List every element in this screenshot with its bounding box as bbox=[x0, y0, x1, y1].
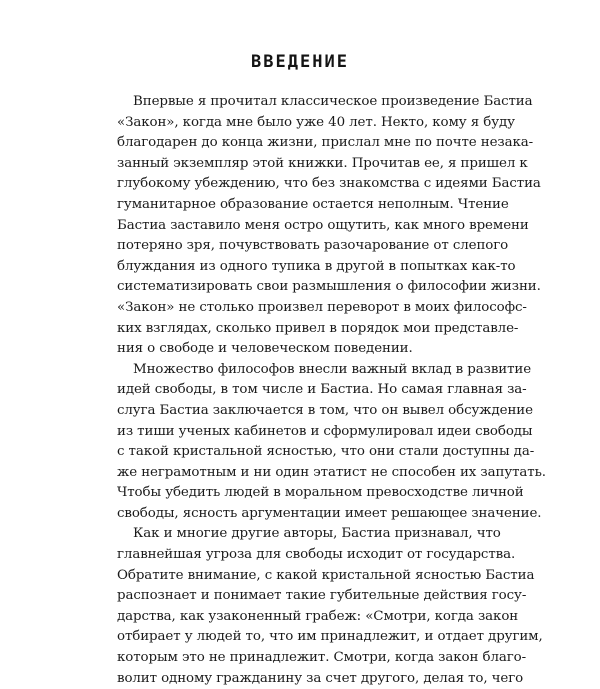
text-line: систематизировать свои размышления о философии жизни. bbox=[117, 279, 541, 295]
text-line: «Закон», когда мне было уже 40 лет. Некто, кому я буду bbox=[117, 114, 515, 130]
text-line: потеряно зря, почувствовать разочарование от слепого bbox=[117, 238, 509, 254]
text-line: из тиши ученых кабинетов и сформулировал идеи свободы bbox=[117, 423, 533, 439]
text-line: дарства, как узаконенный грабеж: «Смотри, когда закон bbox=[117, 608, 519, 624]
text-line: Впервые я прочитал классическое произведение Бастиа bbox=[133, 94, 533, 109]
text-line: волит одному гражданину за счет другого, делая то, чего bbox=[117, 670, 524, 686]
text-line: свободы, ясность аргументации имеет решающее значение. bbox=[117, 505, 542, 521]
text-line: ния о свободе и человеческом поведении. bbox=[117, 341, 413, 357]
text-line: с такой кристальной ясностью, что они стали доступны да- bbox=[117, 444, 535, 460]
text-line: идей свободы, в том числе и Бастиа. Но самая главная за- bbox=[117, 382, 527, 398]
text-line: главнейшая угроза для свободы исходит от государства. bbox=[117, 547, 516, 563]
text-line: же неграмотным и ни один этатист не способен их запутать. bbox=[117, 464, 546, 480]
text-line: слуга Бастиа заключается в том, что он вывел обсуждение bbox=[117, 402, 533, 418]
text-line: занный экземпляр этой книжки. Прочитав ее, я пришел к bbox=[117, 155, 528, 171]
body-text bbox=[117, 92, 546, 689]
text-line: Множество философов внесли важный вклад в развитие bbox=[133, 361, 532, 377]
text-line: ких взглядах, сколько привел в порядок мои представле- bbox=[117, 320, 519, 336]
text-line: Чтобы убедить людей в моральном превосходстве личной bbox=[117, 485, 524, 501]
text-line: благодарен до конца жизни, прислал мне по почте незака- bbox=[117, 135, 534, 151]
chapter-title: ВВЕДЕНИЕ bbox=[251, 52, 349, 72]
text-line: глубокому убеждению, что без знакомства с идеями Бастиа bbox=[117, 176, 541, 192]
text-line: блуждания из одного тупика в другой в попытках как-то bbox=[117, 258, 516, 274]
text-line: отбирает у людей то, что им принадлежит, и отдает другим, bbox=[117, 629, 543, 645]
text-line: Как и многие другие авторы, Бастиа признавал, что bbox=[133, 526, 501, 542]
text-line: Обратите внимание, с какой кристальной ясностью Бастиа bbox=[117, 567, 535, 583]
text-line: гуманитарное образование остается неполным. Чтение bbox=[117, 196, 509, 212]
text-line: распознает и понимает такие губительные действия госу- bbox=[117, 588, 527, 604]
text-line: Бастиа заставило меня остро ощутить, как много времени bbox=[117, 217, 529, 233]
text-line: «Закон» не столько произвел переворот в моих философс- bbox=[117, 299, 527, 315]
text-line: которым это не принадлежит. Смотри, когда закон благо- bbox=[117, 650, 527, 666]
